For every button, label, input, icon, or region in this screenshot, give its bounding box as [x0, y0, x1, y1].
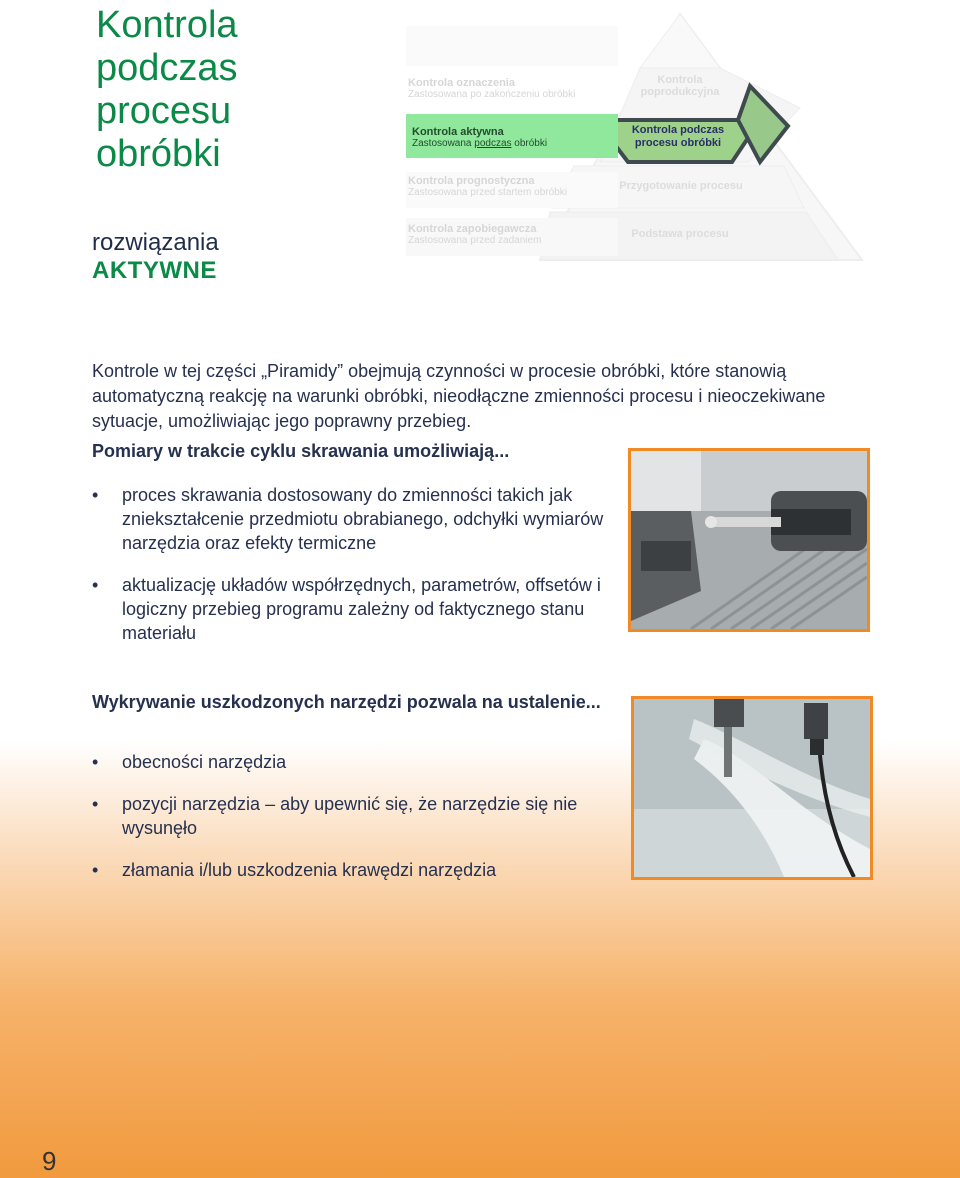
list-item: • pozycji narzędzia – aby upewnić się, że narzędzie się nie wysunęło [92, 792, 612, 840]
title-line: procesu [96, 90, 232, 132]
list-item: • aktualizację układów współrzędnych, parametrów, offsetów i logiczny przebieg programu zależny od faktycznego stanu materiału [92, 573, 612, 645]
machining-probe-illustration [631, 451, 867, 629]
pyramid-label-in-process: Kontrola podczas procesu obróbki [631, 124, 725, 149]
pyramid-label-base: Podstawa procesu [631, 228, 729, 240]
pyramid-item-desc: Zastosowana po zakończeniu obróbki [408, 89, 576, 100]
machining-probe-photo [628, 448, 870, 632]
pyramid-item-marking [408, 78, 575, 100]
subtitle-line1: rozwiązania [92, 229, 219, 256]
list-item: • złamania i/lub uszkodzenia krawędzi narzędzia [92, 858, 612, 882]
pyramid-item-prognostic [408, 176, 567, 198]
page-number: 9 [42, 1146, 57, 1176]
section-heading-measurement: Pomiary w trakcie cyklu skrawania umożliwiają... [92, 441, 510, 461]
pyramid-item-desc: Zastosowana przed startem obróbki [408, 187, 567, 198]
list-item: • proces skrawania dostosowany do zmienności takich jak zniekształcenie przedmiotu obrabianego, odchyłki wymiarów narzędzia oraz efekty termiczne [92, 483, 612, 555]
tool-breakage-detection-photo [631, 696, 873, 880]
pyramid-label-post-production: Kontrola poprodukcyjna [640, 74, 720, 98]
pyramid-row-bg [406, 26, 618, 66]
pyramid-item-title: Kontrola oznaczenia [408, 77, 515, 89]
measurement-bullet-list [92, 483, 612, 663]
section-heading-tool-detection: Wykrywanie uszkodzonych narzędzi pozwala na ustalenie... [92, 692, 601, 712]
title-line: obróbki [96, 133, 221, 175]
pyramid-item-desc: Zastosowana przed zadaniem [408, 235, 542, 246]
control-pyramid-diagram [400, 12, 870, 264]
tool-detection-bullet-list [92, 750, 612, 900]
list-item: • obecności narzędzia [92, 750, 612, 774]
pyramid-item-desc: Zastosowana podczas obróbki [412, 138, 548, 149]
pyramid-tier-top [640, 14, 720, 68]
pyramid-item-preventive [408, 224, 541, 246]
pyramid-label-setup: Przygotowanie procesu [619, 180, 743, 192]
title-line: podczas [96, 47, 238, 89]
tool-detection-illustration [634, 699, 870, 877]
title-line: Kontrola [96, 4, 238, 46]
pyramid-item-title: Kontrola prognostyczna [408, 175, 535, 187]
pyramid-item-title: Kontrola aktywna [412, 126, 504, 138]
page-title [96, 4, 356, 176]
subtitle-line2: AKTYWNE [92, 257, 217, 284]
pyramid-item-active [406, 114, 618, 158]
intro-paragraph: Kontrole w tej części „Piramidy” obejmują czynności w procesie obróbki, które stanowią automatyczną reakcję na warunki obróbki, nieodłączne zmienności procesu i nieoczekiwane sytuacje, umożliwiając jego poprawny przebieg. [92, 361, 826, 431]
pyramid-item-title: Kontrola zapobiegawcza [408, 223, 537, 235]
